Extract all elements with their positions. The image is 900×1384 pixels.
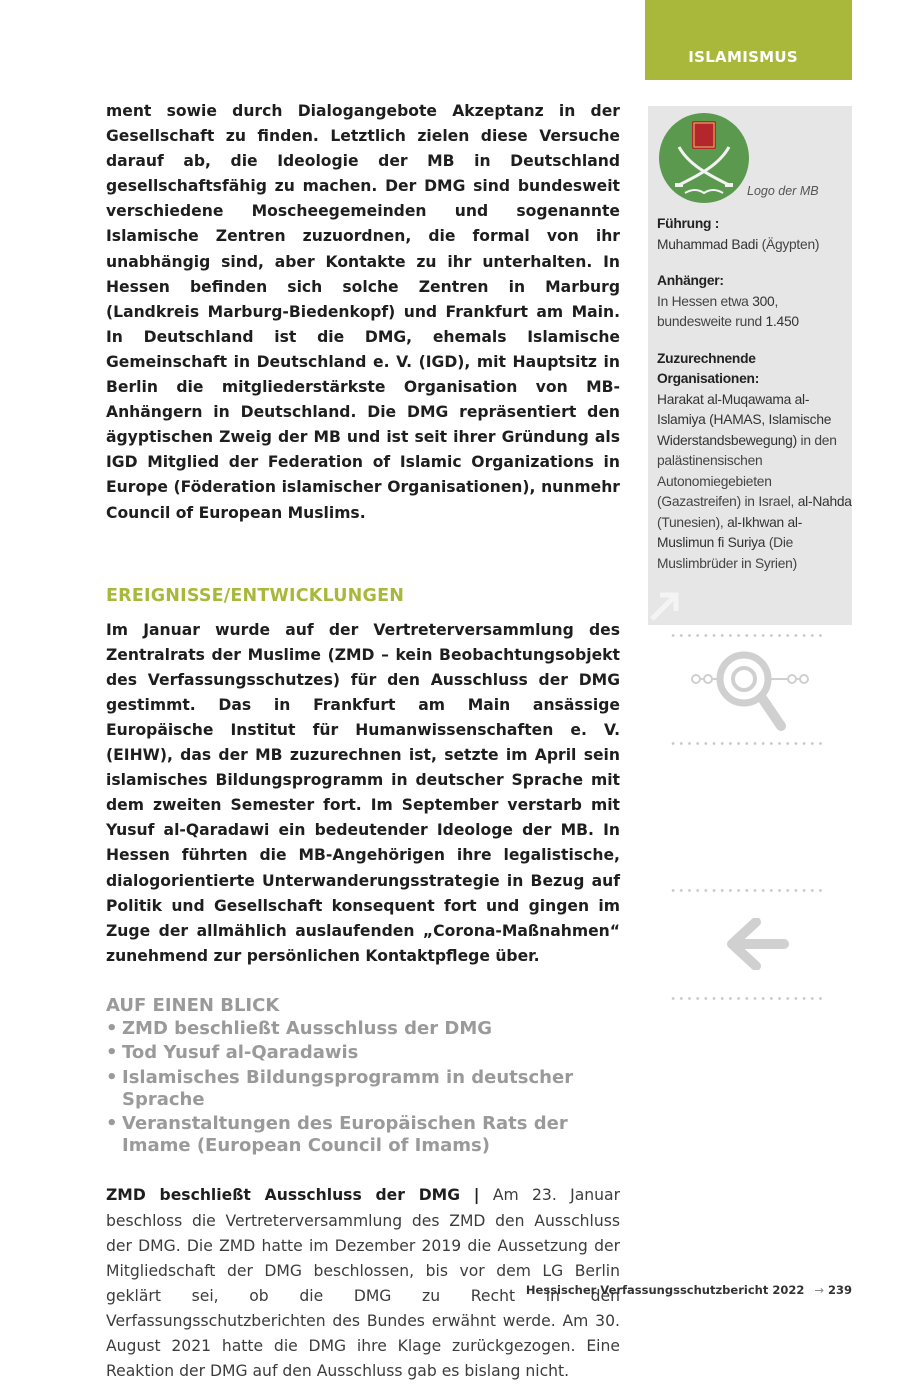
section-tab: [645, 0, 852, 80]
events-heading: EREIGNISSE/ENTWICKLUNGEN: [106, 585, 405, 606]
report-title: Hessischer Verfassungsschutzbericht 2022: [525, 1283, 805, 1297]
glance-heading: AUF EINEN BLICK: [106, 994, 280, 1016]
page-footer: [526, 1283, 852, 1297]
magnifier-icon: [688, 650, 814, 736]
followers-label: Anhänger:: [657, 273, 724, 288]
leadership-label: Führung :: [657, 216, 720, 231]
section-tab-label: ISLAMISMUS: [688, 48, 798, 66]
at-a-glance: [106, 995, 620, 1158]
swords-book-icon: [659, 113, 749, 203]
intro-paragraph: ment sowie durch Dialogangebote Akzeptanz in der Gesellschaft zu finden. Letztlich zielen diese Versuche darauf ab, die Ideologie der MB in Deutschland gesellschaftsfähig zu machen. Der DMG sind bundesweit verschiedene Moscheegemeinden und sogenannte Islamische Zentren zuzuordnen, die formal von ihr unabhängig sind, aber Kontakte zu ihr unterhalten. In Hessen befinden sich solche Zentren in Marburg (Landkreis Marburg-Biedenkopf) und Frankfurt am Main. In Deutschland ist die DMG, ehemals Islamische Gemeinschaft in Deutschland e. V. (IGD), mit Hauptsitz in Berlin die mitgliederstärkste Organisation von MB-Anhängern in Deutschland. Die DMG repräsentiert den ägyptischen Zweig der MB und ist seit ihrer Gründung als IGD Mitglied der Federation of Islamic Organizations in Europe (Föderation islamischer Organisationen), nunmehr Council of European Muslims.: [106, 102, 620, 522]
mb-logo: [659, 113, 749, 203]
org-hamas-note: in den palästinensischen Autonomiegebieten (Gazastreifen) in Israel,: [657, 432, 837, 509]
glance-list: [106, 1018, 620, 1158]
glance-item: • ZMD beschließt Ausschluss der DMG: [106, 1018, 620, 1040]
org-ikhwan: al-Ikhwan al-Muslimun fi Suriya: [657, 514, 803, 550]
followers-block: Anhänger: In Hessen etwa 300, bundesweite rund 1.450: [657, 273, 799, 329]
glance-item: • Islamisches Bildungsprogramm in deutscher Sprache: [106, 1067, 620, 1111]
events-paragraph: Im Januar wurde auf der Vertreterversammlung des Zentralrats der Muslime (ZMD – kein Beobachtungsobjekt des Verfassungsschutzes) für den Ausschluss der DMG gestimmt. Das in Frankfurt am Main ansässige Europäische Institut für Humanwissenschaften e. V. (EIHW), das der MB zuzurechnen ist, setzte im April sein islamisches Bildungsprogramm in deutscher Sprache mit dem zweiten Semester fort. Im September verstarb mit Yusuf al-Qaradawi ein bedeutender Ideologe der MB. In Hessen führten die MB-Angehörigen ihre legalistische, dialogorientierte Unterwanderungsstrategie in Bezug auf Politik und Gesellschaft konsequent fort und gingen im Zuge der allmählich auslaufenden „Corona-Maßnahmen“ zunehmend zur persönlichen Kontaktpflege über.: [106, 620, 620, 965]
zmd-lead: ZMD beschließt Ausschluss der DMG |: [106, 1186, 480, 1205]
main-column: [106, 99, 620, 1384]
org-hamas: Harakat al-Muqawama al-Islamiya (HAMAS, Islamische Widerstandsbewegung): [657, 391, 832, 448]
glance-item: • Tod Yusuf al-Qaradawis: [106, 1042, 620, 1064]
back-arrow-icon: [726, 918, 790, 970]
org-nahda: al-Nahda: [797, 494, 852, 509]
leadership-country: (Ägypten): [761, 236, 820, 252]
org-nahda-note: (Tunesien),: [657, 514, 724, 530]
zmd-text: Am 23. Januar beschloss die Vertreterversammlung des ZMD den Ausschluss der DMG. Die ZMD hatte im Dezember 2019 die Aussetzung der Mitgliedschaft der DMG beschlossen, bis vor dem LG Berlin geklärt sei, ob die DMG zu Recht in den Verfassungsschutzberichten des Bundes erwähnt werde. Am 30. August 2021 hatte die DMG ihre Klage zurückgezogen. Eine Reaktion der DMG auf den Ausschluss gab es bislang nicht.: [106, 1186, 620, 1381]
diagonal-arrow-icon: [648, 589, 684, 625]
logo-caption: Logo der MB: [747, 184, 819, 198]
dotted-divider: [669, 742, 827, 745]
org-ikhwan-note: (Die Muslimbrüder in Syrien): [657, 535, 797, 571]
dotted-divider: [669, 634, 827, 637]
info-sidebar: [648, 106, 852, 625]
followers-hessen: 300: [752, 293, 775, 309]
glance-item: • Veranstaltungen des Europäischen Rats der Imame (European Council of Imams): [106, 1113, 620, 1157]
arrow-right-icon: →: [814, 1283, 824, 1297]
followers-bund-pre: bundesweite rund: [657, 314, 762, 329]
sidebar-facts: [657, 214, 852, 590]
dotted-divider: [669, 997, 827, 1000]
orgs-label: Zuzurechnende Organisationen:: [657, 350, 760, 386]
leadership-block: [657, 214, 852, 255]
leadership-name: Muhammad Badi: [657, 236, 759, 252]
orgs-block: [657, 349, 852, 575]
dotted-divider: [669, 889, 827, 892]
followers-bund: 1.450: [765, 314, 799, 329]
followers-hessen-pre: In Hessen etwa: [657, 293, 749, 309]
page-number: 239: [827, 1283, 852, 1297]
